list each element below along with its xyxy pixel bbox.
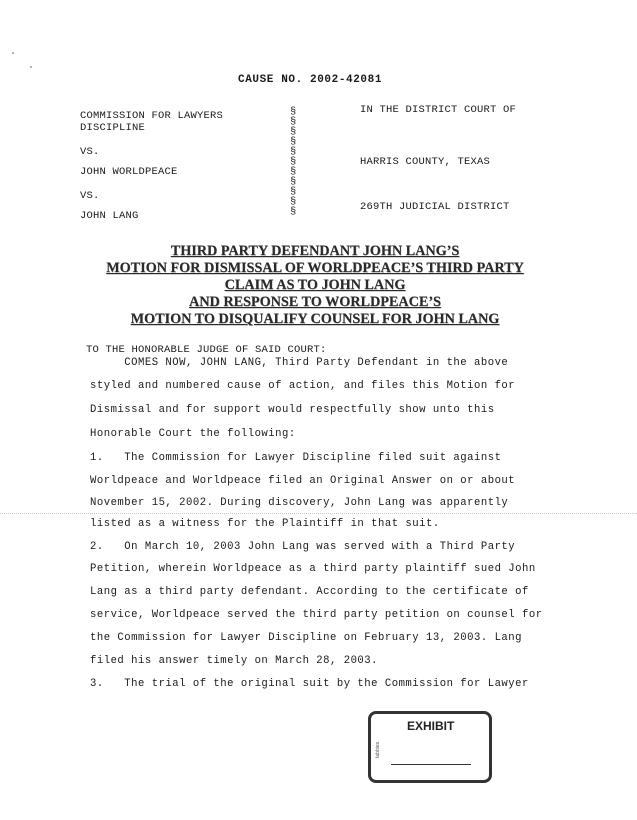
scan-speck xyxy=(12,52,14,54)
body-line: Honorable Court the following: xyxy=(90,428,296,440)
body-line: filed his answer timely on March 28, 2003. xyxy=(90,655,379,667)
exhibit-number-line xyxy=(391,764,471,765)
caption-court: IN THE DISTRICT COURT OF xyxy=(360,104,517,116)
salutation: TO THE HONORABLE JUDGE OF SAID COURT: xyxy=(86,344,327,356)
exhibit-sticker xyxy=(368,711,492,783)
body-line: the Commission for Lawyer Discipline on February 13, 2003. Lang xyxy=(90,632,523,644)
section-mark: § xyxy=(290,136,297,148)
section-mark: § xyxy=(290,116,297,128)
body-line: 2. On March 10, 2003 John Lang was served with a Third Party xyxy=(90,541,516,553)
scan-artifact-line xyxy=(0,513,637,514)
motion-heading xyxy=(80,243,550,328)
section-mark: § xyxy=(290,126,297,138)
body-line: Worldpeace and Worldpeace filed an Original Answer on or about xyxy=(90,475,516,487)
caption-county: HARRIS COUNTY, TEXAS xyxy=(360,156,491,168)
caption-party-3: JOHN LANG xyxy=(80,210,139,222)
section-mark: § xyxy=(290,146,297,158)
heading-line-3: CLAIM AS TO JOHN LANG xyxy=(224,277,406,293)
body-line: 3. The trial of the original suit by the Commission for Lawyer xyxy=(90,678,529,690)
cause-number: CAUSE NO. 2002-42081 xyxy=(238,74,383,86)
body-line: service, Worldpeace served the third party petition on counsel for xyxy=(90,609,543,621)
section-mark: § xyxy=(290,106,297,118)
section-mark: § xyxy=(290,206,297,218)
body-line: 1. The Commission for Lawyer Discipline filed suit against xyxy=(90,452,502,464)
section-mark: § xyxy=(290,166,297,178)
body-line: COMES NOW, JOHN LANG, Third Party Defendant in the above xyxy=(90,357,509,369)
heading-line-4: AND RESPONSE TO WORLDPEACE’S xyxy=(189,294,441,310)
section-mark: § xyxy=(290,176,297,188)
body-line: styled and numbered cause of action, and files this Motion for xyxy=(90,380,516,392)
section-mark: § xyxy=(290,196,297,208)
heading-line-5: MOTION TO DISQUALIFY COUNSEL FOR JOHN LANG xyxy=(130,311,500,327)
exhibit-side-text: tabbies xyxy=(375,741,381,758)
body-line: Petition, wherein Worldpeace as a third party plaintiff sued John xyxy=(90,563,536,575)
caption-district: 269TH JUDICIAL DISTRICT xyxy=(360,201,510,213)
body-line: Dismissal and for support would respectfully show unto this xyxy=(90,404,495,416)
caption-vs-1: VS. xyxy=(80,146,100,158)
body-line: November 15, 2002. During discovery, John Lang was apparently xyxy=(90,497,509,509)
body-line: Lang as a third party defendant. According to the certificate of xyxy=(90,586,529,598)
caption-party-2: JOHN WORLDPEACE xyxy=(80,166,178,178)
scan-speck xyxy=(30,66,32,68)
heading-line-2: MOTION FOR DISMISSAL OF WORLDPEACE’S THIRD PARTY xyxy=(106,260,524,276)
caption-party-1a: COMMISSION FOR LAWYERS xyxy=(80,110,224,122)
exhibit-label: EXHIBIT xyxy=(407,719,455,733)
caption-vs-2: VS. xyxy=(80,190,100,202)
heading-line-1: THIRD PARTY DEFENDANT JOHN LANG’S xyxy=(170,243,460,259)
body-line: listed as a witness for the Plaintiff in that suit. xyxy=(90,518,440,530)
caption-party-1b: DISCIPLINE xyxy=(80,122,146,134)
section-mark: § xyxy=(290,156,297,168)
section-mark: § xyxy=(290,186,297,198)
